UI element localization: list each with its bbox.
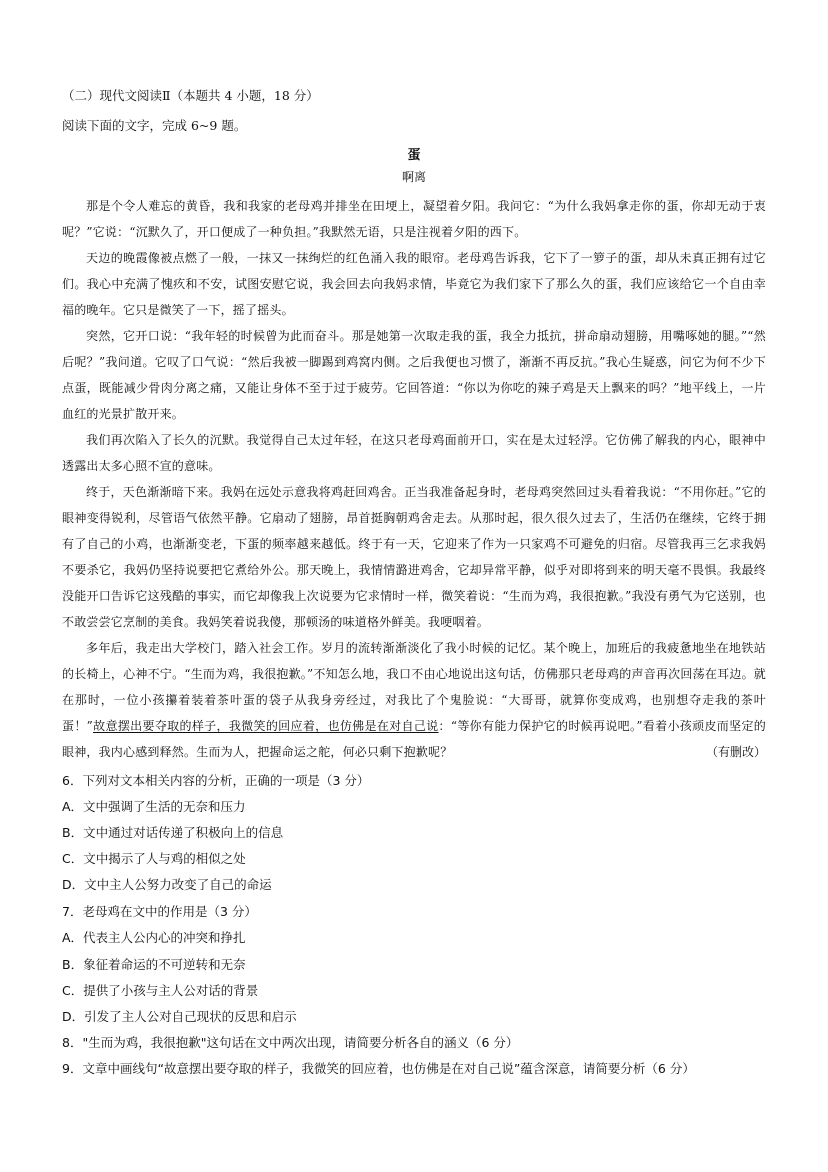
story-paragraph: 我们再次陷入了长久的沉默。我觉得自己太过年轻，在这只老母鸡面前开口，实在是太过轻浮。它仿佛了解我的内心，眼神中透露出太多心照不宣的意味。 (62, 433, 766, 473)
story-body (62, 193, 766, 765)
question-7-option-d: D．引发了主人公对自己现状的反思和启示 (62, 1009, 297, 1024)
story-paragraph: 天边的晚霞像被点燃了一般，一抹又一抹绚烂的红色涌入我的眼帘。老母鸡告诉我，它下了一箩子的蛋，却从未真正拥有过它们。我心中充满了愧疚和不安，试图安慰它说，我会回去向我妈求情，毕竟它为我们家下了那么久的蛋，我们应该给它一个自由幸福的晚年。它只是微笑了一下，摇了摇头。 (62, 251, 766, 317)
question-7-option-b: B．象征着命运的不可逆转和无奈 (62, 957, 246, 972)
story-paragraph: 突然，它开口说：“我年轻的时候曾为此而奋斗。那是她第一次取走我的蛋，我全力抵抗，拼命扇动翅膀，用嘴啄她的腿。”“然后呢？”我问道。它叹了口气说：“然后我被一脚踢到鸡窝内侧。之后我便也习惯了，渐渐不再反抗。”我心生疑惑，问它为何不少下点蛋，既能减少骨肉分离之痛，又能让身体不至于过于疲劳。它回答道：“你以为你吃的辣子鸡是天上飘来的吗？”地平线上，一片血红的光景扩散开来。 (62, 329, 766, 421)
question-7-option-c: C．提供了小孩与主人公对话的背景 (62, 983, 259, 998)
question-9: 9．文章中画线句“故意摆出要夺取的样子，我微笑的回应着，也仿佛是在对自己说”蕴含深意，请简要分析（6 分） (62, 1061, 695, 1076)
underlined-sentence: 故意摆出要夺取的样子，我微笑的回应着，也仿佛是在对自己说 (93, 719, 439, 733)
source-note: （有删改） (705, 745, 766, 759)
paragraph-text-before: 多年后，我走出大学校门，踏入社会工作。岁月的流转渐渐淡化了我小时候的记忆。某个晚上，加班后的我疲惫地坐在地铁站的长椅上，心神不宁。“生而为鸡，我很抱歉。”不知怎么地，我口不由心地说出这句话，仿佛那只老母鸡的声音再次回荡在耳边。就在那时，一位小孩攥着装着茶叶蛋的袋子从我身旁经过，对我比了个鬼脸说：“大哥哥，就算你变成鸡，也别想夺走我的茶叶蛋！” (62, 641, 766, 733)
question-6-option-a: A．文中强调了生活的无奈和压力 (62, 799, 246, 814)
question-6-option-b: B．文中通过对话传递了积极向上的信息 (62, 825, 284, 840)
question-6-option-c: C．文中揭示了人与鸡的相似之处 (62, 851, 246, 866)
reading-instruction: 阅读下面的文字，完成 6~9 题。 (62, 118, 247, 133)
question-8: 8．"生而为鸡，我很抱歉"这句话在文中两次出现，请简要分析各自的涵义（6 分） (62, 1035, 519, 1050)
question-6: 6．下列对文本相关内容的分析，正确的一项是（3 分） (62, 773, 370, 788)
story-author: 啊离 (401, 170, 426, 184)
story-paragraph-last (62, 635, 766, 765)
story-title: 蛋 (407, 148, 421, 163)
section-heading: （二）现代文阅读Ⅱ（本题共 4 小题，18 分） (62, 88, 319, 103)
question-7: 7．老母鸡在文中的作用是（3 分） (62, 904, 257, 919)
question-7-option-a: A．代表主人公内心的冲突和挣扎 (62, 930, 246, 945)
paragraph-text-after: ：“等你有能力保护它的时候再说吧。”看着小孩顽皮而坚定的眼神，我内心感到释然。生而为人，把握命运之舵，何必只剩下抱歉呢？ (62, 719, 767, 759)
story-paragraph: 终于，天色渐渐暗下来。我妈在远处示意我将鸡赶回鸡舍。正当我准备起身时，老母鸡突然回过头看着我说：“不用你赶。”它的眼神变得锐利，尽管语气依然平静。它扇动了翅膀，昂首挺胸朝鸡舍走去。从那时起，很久很久过去了，生活仍在继续，它终于拥有了自己的小鸡，也渐渐变老，下蛋的频率越来越低。终于有一天，它迎来了作为一只家鸡不可避免的归宿。尽管我再三乞求我妈不要杀它，我妈仍坚持说要把它煮给外公。那天晚上，我情情潞进鸡舍，它却异常平静，似乎对即将到来的明天毫不畏惧。我最终没能开口告诉它这残酷的事实，而它却像我上次说要为它求情时一样，微笑着说：“生而为鸡，我很抱歉。”我没有勇气为它送别，也不敢尝尝它烹制的美食。我妈笑着说我傻，那顿汤的味道格外鲜美。我哽咽着。 (62, 485, 766, 629)
story-paragraph: 那是个令人难忘的黄昏，我和我家的老母鸡并排坐在田埂上，凝望着夕阳。我问它：“为什么我妈拿走你的蛋，你却无动于衷呢？”它说：“沉默久了，开口便成了一种负担。”我默然无语，只是注视着夕阳的西下。 (62, 199, 766, 239)
question-6-option-d: D．文中主人公努力改变了自己的命运 (62, 877, 272, 892)
